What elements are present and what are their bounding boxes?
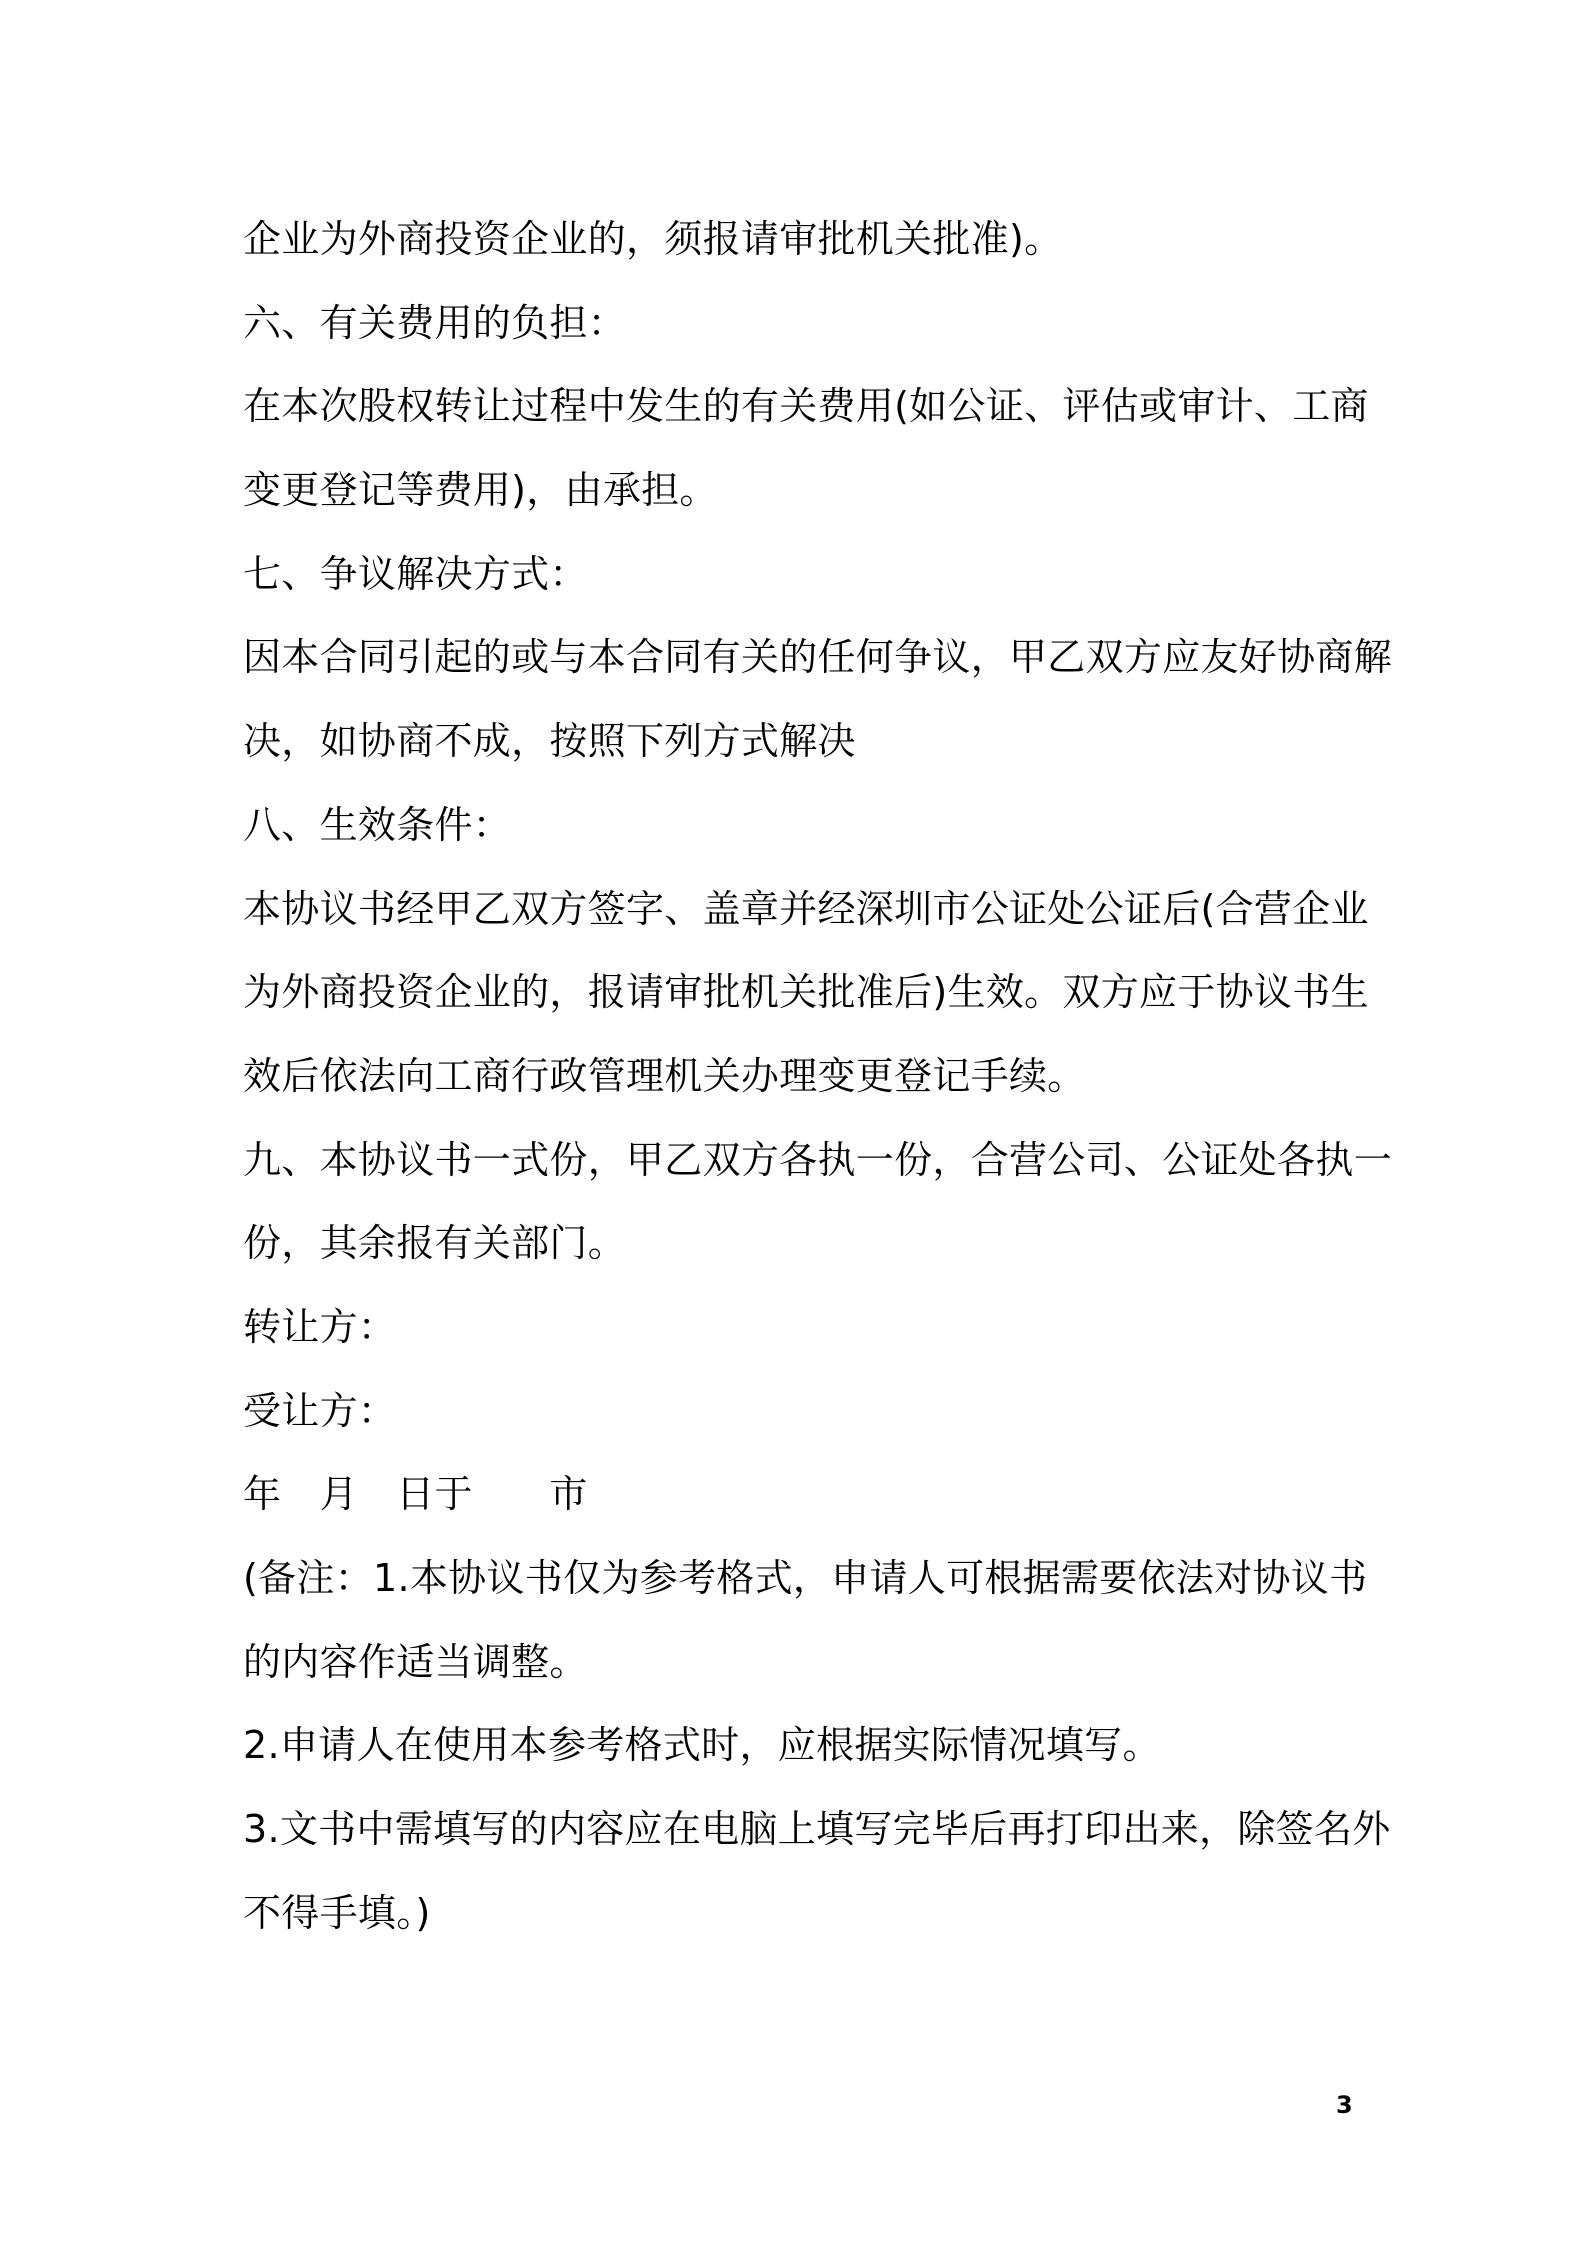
note-line: 3.文书中需填写的内容应在电脑上填写完毕后再打印出来，除签名外 <box>243 1807 1391 1852</box>
text-line: 因本合同引起的或与本合同有关的任何争议，甲乙双方应友好协商解 <box>243 635 1393 680</box>
note-line: 的内容作适当调整。 <box>243 1639 588 1684</box>
transferor-label: 转让方： <box>243 1304 397 1349</box>
transferee-label: 受让方： <box>243 1388 397 1433</box>
date-place-line: 年 月 日于 市 <box>243 1472 588 1517</box>
section-heading-copies: 九、本协议书一式份，甲乙双方各执一份，合营公司、公证处各执一 <box>243 1137 1393 1182</box>
text-line: 企业为外商投资企业的，须报请审批机关批准)。 <box>243 217 1063 261</box>
text-line: 变更登记等费用)，由承担。 <box>243 468 718 513</box>
text-line: 为外商投资企业的，报请审批机关批准后)生效。双方应于协议书生 <box>243 970 1369 1015</box>
text-line: 在本次股权转让过程中发生的有关费用(如公证、评估或审计、工商 <box>243 384 1369 429</box>
text-line: 决，如协商不成，按照下列方式解决 <box>243 719 856 764</box>
text-line: 本协议书经甲乙双方签字、盖章并经深圳市公证处公证后(合营企业 <box>243 886 1369 931</box>
text-line: 份，其余报有关部门。 <box>243 1221 627 1266</box>
note-line: 不得手填。) <box>243 1890 431 1935</box>
section-heading-costs: 六、有关费用的负担： <box>243 300 627 345</box>
note-line: (备注：1.本协议书仅为参考格式，申请人可根据需要依法对协议书 <box>243 1556 1368 1600</box>
section-heading-effect: 八、生效条件： <box>243 802 512 847</box>
page-number: 3 <box>1336 2091 1353 2119</box>
note-line: 2.申请人在使用本参考格式时，应根据实际情况填写。 <box>243 1723 1161 1768</box>
text-line: 效后依法向工商行政管理机关办理变更登记手续。 <box>243 1053 1086 1098</box>
document-body <box>243 198 1393 1955</box>
section-heading-dispute: 七、争议解决方式： <box>243 551 588 596</box>
